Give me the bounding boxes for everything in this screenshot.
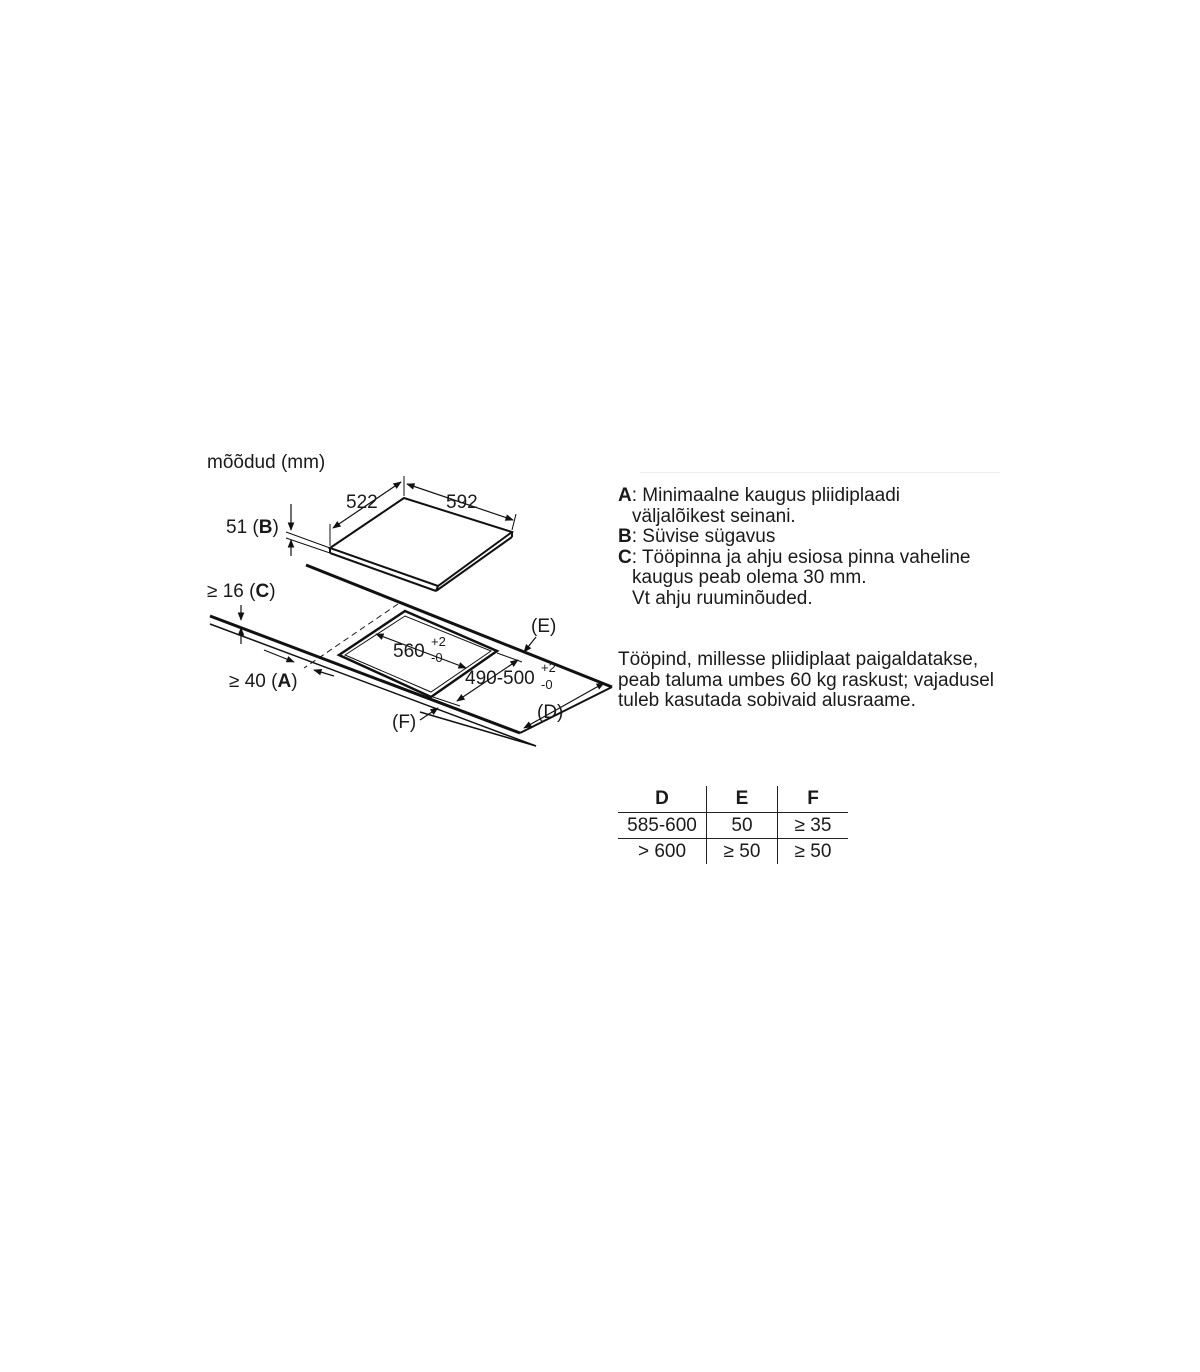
dim-cutout-depth-tol-minus: -0: [541, 677, 553, 692]
dim-c-label: ≥ 16 (C): [207, 581, 276, 602]
dim-d-label: (D): [537, 702, 564, 723]
dim-width-label: 592: [446, 492, 478, 513]
dim-cutout-depth-tol-plus: +2: [541, 660, 556, 675]
table-cell: > 600: [637, 840, 687, 862]
table-header-d: D: [618, 786, 707, 813]
table-cell: ≥ 50: [707, 839, 778, 865]
dim-cutout-width-tol-plus: +2: [431, 634, 446, 649]
units-label: mõõdud (mm): [207, 452, 326, 473]
legend-a-key: A: [618, 485, 632, 506]
dim-d: [524, 683, 604, 728]
dim-height-label: 51 (B): [226, 517, 279, 538]
clearance-table: [618, 786, 848, 864]
dim-cutout-width-tol-minus: -0: [431, 650, 443, 665]
legend-c-text: : Tööpinna ja ahju esiosa pinna vaheline: [631, 546, 971, 568]
table-cell: ≥ 50: [778, 839, 849, 865]
table-row: [618, 839, 848, 865]
divider: [640, 472, 1000, 473]
dim-f: [392, 708, 438, 733]
dim-f-label: (F): [392, 712, 417, 733]
dim-e-label: (E): [531, 616, 557, 637]
legend-a-text-2: väljalõikest seinani.: [632, 505, 796, 527]
legend-b-text: : Süvise sügavus: [631, 526, 776, 547]
dim-cutout-depth-label: 490-500: [465, 668, 535, 689]
legend-b-key: B: [618, 526, 632, 547]
table-cell: 585-600: [618, 813, 707, 839]
dim-e: [524, 616, 556, 652]
dim-cutout-width-label: 560: [393, 641, 425, 662]
dim-height: [226, 504, 330, 556]
table-row: [618, 813, 848, 839]
dim-c: [207, 581, 276, 644]
table-cell: 50: [707, 813, 778, 839]
table-header-f: F: [778, 786, 849, 813]
legend-c-key: C: [618, 546, 632, 568]
worktop-note: Tööpind, millesse pliidiplaat paigaldatakse, peab taluma umbes 60 kg raskust; vajadusel tuleb kasutada sobivaid alusraame.: [618, 649, 994, 711]
legend-a-text: : Minimaalne kaugus pliidiplaadi: [631, 485, 900, 506]
table-cell: ≥ 35: [778, 813, 849, 839]
legend-c-text-3: Vt ahju ruuminõuded.: [632, 587, 813, 609]
dim-depth-label: 522: [346, 492, 378, 513]
legend-c-text-2: kaugus peab olema 30 mm.: [632, 567, 867, 588]
legend: [618, 486, 970, 609]
dim-a-label: ≥ 40 (A): [229, 671, 298, 692]
table-header-e: E: [707, 786, 778, 813]
